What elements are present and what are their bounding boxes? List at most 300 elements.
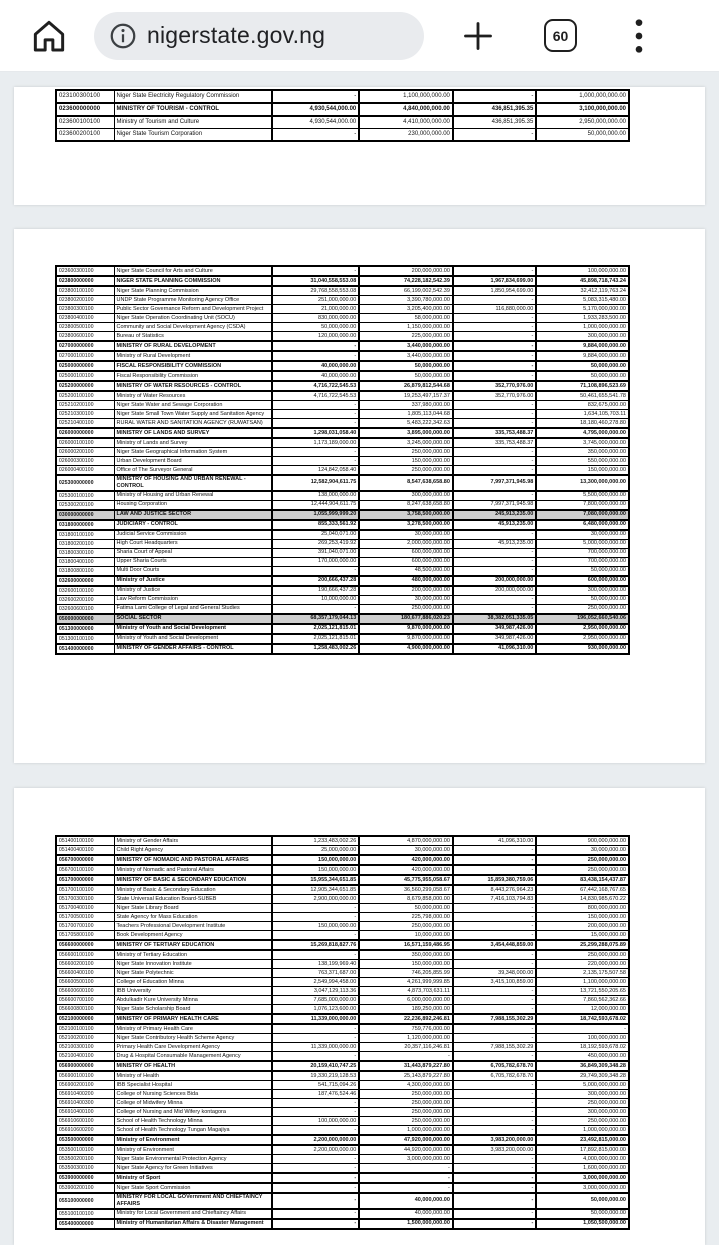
- amount-col-2: 50,000,000.00: [359, 361, 453, 371]
- row-name: Niger State Water and Sewage Corporation: [114, 401, 272, 410]
- amount-col-4: 7,860,562,362.66: [536, 996, 629, 1005]
- amount-col-4: 1,634,105,703.11: [536, 410, 629, 419]
- amount-col-4: 18,192,593,678.02: [536, 1043, 629, 1052]
- amount-col-2: 189,250,000.00: [359, 1005, 453, 1015]
- amount-col-1: 138,199,969.40: [272, 960, 360, 969]
- row-name: SOCIAL SECTOR: [114, 614, 272, 624]
- amount-col-3: -: [453, 566, 536, 576]
- row-name: Primary Health Care Development Agency: [114, 1043, 272, 1052]
- amount-col-2: 3,758,500,000.00: [359, 510, 453, 520]
- row-name: Niger State Contributory Health Scheme Agency: [114, 1034, 272, 1043]
- table-row: [56, 1099, 629, 1108]
- url-text: nigerstate.gov.ng: [147, 22, 326, 48]
- amount-col-3: -: [453, 960, 536, 969]
- amount-col-4: 50,000,000.00: [536, 371, 629, 381]
- amount-col-1: 1,076,123,600.00: [272, 1005, 360, 1015]
- row-code: 051700100100: [56, 885, 114, 895]
- amount-col-2: 250,000,000.00: [359, 1099, 453, 1108]
- amount-col-4: 14,830,985,670.22: [536, 895, 629, 904]
- amount-col-1: -: [272, 1034, 360, 1043]
- amount-col-1: -: [272, 1183, 360, 1193]
- amount-col-1: -: [272, 1099, 360, 1108]
- amount-col-3: -: [453, 1209, 536, 1219]
- table-row: [56, 595, 629, 604]
- amount-col-1: 4,930,544,000.00: [272, 116, 360, 129]
- amount-col-2: 40,000,000.00: [359, 1193, 453, 1209]
- row-code: 053900000000: [56, 1173, 114, 1183]
- amount-col-3: -: [453, 1005, 536, 1015]
- amount-col-4: 220,000,000.00: [536, 960, 629, 969]
- row-name: Ministry of Tourism and Culture: [114, 116, 272, 129]
- amount-col-3: -: [453, 323, 536, 332]
- amount-col-4: 50,000,000.00: [536, 361, 629, 371]
- amount-col-4: 3,000,000,000.00: [536, 1183, 629, 1193]
- amount-col-2: 8,547,638,658.80: [359, 475, 453, 491]
- row-code: 055400000000: [56, 1219, 114, 1229]
- row-name: Niger State Operation Coordinating Unit (SOCU): [114, 314, 272, 323]
- pdf-viewer[interactable]: [0, 72, 719, 1245]
- row-code: 025200100100: [56, 391, 114, 401]
- amount-col-3: -: [453, 1219, 536, 1229]
- table-row: [56, 371, 629, 381]
- row-name: Sharia Court of Appeal: [114, 548, 272, 557]
- amount-col-3: -: [453, 448, 536, 457]
- amount-col-3: -: [453, 1024, 536, 1034]
- row-name: College of Nursing Sciences Bida: [114, 1090, 272, 1099]
- table-row: [56, 922, 629, 931]
- amount-col-4: 1,600,000,000.00: [536, 1164, 629, 1174]
- table-row: [56, 296, 629, 305]
- table-row: [56, 865, 629, 875]
- amount-col-2: 3,205,400,000.00: [359, 305, 453, 314]
- table-row: [56, 1193, 629, 1209]
- amount-col-3: -: [453, 548, 536, 557]
- row-name: School of Health Technology Minna: [114, 1117, 272, 1126]
- amount-col-1: -: [272, 448, 360, 457]
- amount-col-2: -: [359, 1164, 453, 1174]
- amount-col-2: 3,895,000,000.00: [359, 428, 453, 438]
- row-code: 056900100100: [56, 1071, 114, 1081]
- amount-col-1: -: [272, 1193, 360, 1209]
- row-name: Niger State Geographical Information System: [114, 448, 272, 457]
- amount-col-1: -: [272, 1164, 360, 1174]
- amount-col-1: 1,173,189,000.00: [272, 438, 360, 448]
- table-row: [56, 323, 629, 332]
- amount-col-4: 832,675,000.00: [536, 401, 629, 410]
- table-row: [56, 1126, 629, 1136]
- row-name: Judicial Service Commission: [114, 530, 272, 540]
- amount-col-1: 15,955,344,651.85: [272, 875, 360, 885]
- table-row: [56, 286, 629, 296]
- amount-col-4: 350,000,000.00: [536, 448, 629, 457]
- amount-col-3: -: [453, 351, 536, 361]
- amount-col-1: 50,000,000.00: [272, 323, 360, 332]
- table-row: [56, 634, 629, 644]
- home-icon[interactable]: [28, 15, 70, 57]
- row-code: 023600300100: [56, 266, 114, 276]
- row-name: Ministry of Nomadic and Pastoral Affairs: [114, 865, 272, 875]
- amount-col-2: 746,205,855.99: [359, 969, 453, 978]
- amount-col-1: -: [272, 351, 360, 361]
- amount-col-3: -: [453, 1155, 536, 1164]
- table-row: [56, 332, 629, 342]
- budget-table-3: [55, 835, 630, 1230]
- row-code: 026000000000: [56, 428, 114, 438]
- table-row: [56, 351, 629, 361]
- row-name: Abdulkadir Kure University Minna: [114, 996, 272, 1005]
- amount-col-4: 83,438,154,437.87: [536, 875, 629, 885]
- amount-col-2: 1,500,000,000.00: [359, 1219, 453, 1229]
- table-row: [56, 116, 629, 129]
- row-name: Ministry of Gender Affairs: [114, 836, 272, 846]
- kebab-menu-icon[interactable]: [629, 14, 649, 58]
- table-row: [56, 557, 629, 566]
- amount-col-4: 13,721,550,205.65: [536, 987, 629, 996]
- table-row: [56, 419, 629, 429]
- row-name: Law Reform Commission: [114, 595, 272, 604]
- row-code: 056600700100: [56, 996, 114, 1005]
- row-name: Ministry of Health: [114, 1071, 272, 1081]
- table-row: [56, 1209, 629, 1219]
- amount-col-3: -: [453, 996, 536, 1005]
- amount-col-4: 150,000,000.00: [536, 913, 629, 922]
- amount-col-4: 1,000,000,000.00: [536, 90, 629, 103]
- amount-col-1: 830,000,000.00: [272, 314, 360, 323]
- amount-col-3: 7,997,371,945.98: [453, 500, 536, 510]
- table-row: [56, 1014, 629, 1024]
- amount-col-1: 19,330,219,128.53: [272, 1071, 360, 1081]
- amount-col-2: 250,000,000.00: [359, 1090, 453, 1099]
- table-row: [56, 491, 629, 501]
- amount-col-1: -: [272, 1219, 360, 1229]
- amount-col-4: 3,000,000,000.00: [536, 1173, 629, 1183]
- amount-col-1: 40,000,000.00: [272, 361, 360, 371]
- row-code: 031800800100: [56, 566, 114, 576]
- table-row: [56, 1034, 629, 1043]
- row-code: 026000400100: [56, 466, 114, 476]
- amount-col-2: 30,000,000.00: [359, 595, 453, 604]
- amount-col-2: 30,000,000.00: [359, 846, 453, 856]
- row-name: Niger State Library Board: [114, 904, 272, 913]
- amount-col-1: -: [272, 1126, 360, 1136]
- amount-col-2: -: [359, 1052, 453, 1062]
- browser-toolbar: [0, 0, 719, 72]
- amount-col-1: -: [272, 604, 360, 614]
- table-row: [56, 1005, 629, 1015]
- amount-col-1: 12,582,904,611.75: [272, 475, 360, 491]
- table-row: [56, 314, 629, 323]
- amount-col-1: -: [272, 913, 360, 922]
- amount-col-1: -: [272, 1173, 360, 1183]
- row-code: 027000000000: [56, 341, 114, 351]
- amount-col-4: 2,135,175,507.58: [536, 969, 629, 978]
- amount-col-1: 150,000,000.00: [272, 855, 360, 865]
- table-row: [56, 361, 629, 371]
- table-row: [56, 1043, 629, 1052]
- table-row: [56, 940, 629, 950]
- amount-col-1: 187,476,524.46: [272, 1090, 360, 1099]
- amount-col-3: 436,851,395.35: [453, 116, 536, 129]
- table-row: [56, 276, 629, 286]
- amount-col-1: -: [272, 401, 360, 410]
- row-name: MINISTRY OF WATER RESOURCES - CONTROL: [114, 381, 272, 391]
- table-row: [56, 548, 629, 557]
- amount-col-2: 25,143,879,227.80: [359, 1071, 453, 1081]
- amount-col-4: 300,000,000.00: [536, 1090, 629, 1099]
- tab-counter-box[interactable]: [544, 19, 577, 52]
- amount-col-3: 3,983,200,000.00: [453, 1135, 536, 1145]
- amount-col-4: 300,000,000.00: [536, 586, 629, 596]
- amount-col-3: 436,851,395.35: [453, 103, 536, 116]
- table-row: [56, 614, 629, 624]
- amount-col-3: 349,987,426.00: [453, 634, 536, 644]
- amount-col-3: -: [453, 296, 536, 305]
- amount-col-3: 7,997,371,945.98: [453, 475, 536, 491]
- row-name: Ministry of Tertiary Education: [114, 950, 272, 960]
- amount-col-4: 50,461,655,541.78: [536, 391, 629, 401]
- amount-col-2: 230,000,000.00: [359, 129, 453, 142]
- row-code: 025210300100: [56, 410, 114, 419]
- amount-col-1: 1,258,483,002.26: [272, 644, 360, 654]
- table-row: [56, 520, 629, 530]
- row-name: MINISTRY OF PRIMARY HEALTH CARE: [114, 1014, 272, 1024]
- table-row: [56, 1164, 629, 1174]
- amount-col-2: 4,300,000,000.00: [359, 1081, 453, 1090]
- amount-col-4: 300,000,000.00: [536, 1108, 629, 1117]
- table-row: [56, 969, 629, 978]
- amount-col-4: 100,000,000.00: [536, 1034, 629, 1043]
- amount-col-1: -: [272, 1052, 360, 1062]
- table-row: [56, 1061, 629, 1071]
- row-code: 056700000000: [56, 855, 114, 865]
- row-code: 056910600200: [56, 1126, 114, 1136]
- row-name: Ministry of Justice: [114, 586, 272, 596]
- amount-col-2: 10,000,000.00: [359, 931, 453, 941]
- amount-col-4: 45,898,718,743.24: [536, 276, 629, 286]
- amount-col-2: 225,000,000.00: [359, 332, 453, 342]
- row-code: 032600600100: [56, 604, 114, 614]
- amount-col-3: 7,988,155,302.29: [453, 1014, 536, 1024]
- amount-col-4: 18,180,460,278.80: [536, 419, 629, 429]
- row-name: MINISTRY OF HOUSING AND URBAN RENEWAL - CONTROL: [114, 475, 272, 491]
- amount-col-4: 930,000,000.00: [536, 644, 629, 654]
- table-row: [56, 1071, 629, 1081]
- amount-col-4: 5,000,000,000.00: [536, 539, 629, 548]
- row-name: Community and Social Development Agency (CSDA): [114, 323, 272, 332]
- amount-col-4: 5,170,000,000.00: [536, 305, 629, 314]
- row-code: 025200000000: [56, 381, 114, 391]
- amount-col-4: 12,000,000.00: [536, 1005, 629, 1015]
- amount-col-1: 2,549,994,458.00: [272, 978, 360, 987]
- amount-col-1: 269,253,419.92: [272, 539, 360, 548]
- row-code: 053900200100: [56, 1183, 114, 1193]
- table-row: [56, 448, 629, 457]
- amount-col-4: 50,000,000.00: [536, 129, 629, 142]
- amount-col-2: 150,000,000.00: [359, 457, 453, 466]
- row-code: 023600100100: [56, 116, 114, 129]
- amount-col-4: 29,749,309,348.28: [536, 1071, 629, 1081]
- table-row: [56, 428, 629, 438]
- table-row: [56, 466, 629, 476]
- row-code: 052100200100: [56, 1034, 114, 1043]
- amount-col-2: 8,679,858,000.00: [359, 895, 453, 904]
- amount-col-1: -: [272, 1024, 360, 1034]
- amount-col-3: -: [453, 491, 536, 501]
- table-row: [56, 950, 629, 960]
- amount-col-1: 11,339,000,000.00: [272, 1014, 360, 1024]
- amount-col-1: -: [272, 419, 360, 429]
- row-name: Ministry of Humanitarian Affairs & Disaster Management: [114, 1219, 272, 1229]
- amount-col-3: 8,443,276,964.23: [453, 885, 536, 895]
- row-name: College of Nursing and Mid Wifery kontagora: [114, 1108, 272, 1117]
- amount-col-1: 68,357,179,044.13: [272, 614, 360, 624]
- plus-icon[interactable]: [458, 16, 498, 56]
- amount-col-2: 420,000,000.00: [359, 865, 453, 875]
- amount-col-1: -: [272, 341, 360, 351]
- amount-col-1: -: [272, 129, 360, 142]
- row-code: 051700000000: [56, 875, 114, 885]
- amount-col-1: -: [272, 1209, 360, 1219]
- row-name: Niger State Council for Arts and Culture: [114, 266, 272, 276]
- amount-col-4: -: [536, 1024, 629, 1034]
- row-code: 056910400200: [56, 1090, 114, 1099]
- pdf-page-2: [14, 229, 705, 763]
- table-row: [56, 895, 629, 904]
- amount-col-3: 7,416,103,794.83: [453, 895, 536, 904]
- amount-col-2: 1,805,113,044.68: [359, 410, 453, 419]
- table-row: [56, 1183, 629, 1193]
- amount-col-1: 170,000,000.00: [272, 557, 360, 566]
- table-row: [56, 1117, 629, 1126]
- amount-col-2: 48,500,000.00: [359, 566, 453, 576]
- url-bar[interactable]: [94, 12, 424, 60]
- row-name: Office of The Surveyor General: [114, 466, 272, 476]
- amount-col-3: -: [453, 865, 536, 875]
- row-code: 023800100100: [56, 286, 114, 296]
- row-name: High Court Headquarters: [114, 539, 272, 548]
- amount-col-1: -: [272, 904, 360, 913]
- amount-col-2: 200,000,000.00: [359, 266, 453, 276]
- amount-col-3: 1,850,954,699.00: [453, 286, 536, 296]
- amount-col-4: 600,000,000.00: [536, 576, 629, 586]
- amount-col-3: -: [453, 846, 536, 856]
- table-row: [56, 1145, 629, 1155]
- amount-col-1: 763,371,687.00: [272, 969, 360, 978]
- amount-col-1: 10,000,000.00: [272, 595, 360, 604]
- amount-col-1: -: [272, 266, 360, 276]
- amount-col-2: 600,000,000.00: [359, 548, 453, 557]
- amount-col-1: -: [272, 457, 360, 466]
- row-name: IBB University: [114, 987, 272, 996]
- amount-col-2: 3,390,780,000.00: [359, 296, 453, 305]
- row-code: 025300100100: [56, 491, 114, 501]
- amount-col-1: 1,298,031,058.40: [272, 428, 360, 438]
- amount-col-3: 45,913,235.00: [453, 520, 536, 530]
- row-code: 056600400100: [56, 969, 114, 978]
- table-row: [56, 391, 629, 401]
- amount-col-1: -: [272, 931, 360, 941]
- row-name: Fiscal Responsibility Commission: [114, 371, 272, 381]
- amount-col-1: 2,200,000,000.00: [272, 1145, 360, 1155]
- amount-col-3: -: [453, 1173, 536, 1183]
- amount-col-1: -: [272, 410, 360, 419]
- amount-col-3: -: [453, 922, 536, 931]
- row-name: Niger State Electricity Regulatory Commission: [114, 90, 272, 103]
- table-row: [56, 341, 629, 351]
- amount-col-3: -: [453, 1081, 536, 1090]
- amount-col-1: 138,000,000.00: [272, 491, 360, 501]
- budget-table-2: [55, 265, 630, 655]
- amount-col-3: 245,913,235.00: [453, 510, 536, 520]
- table-row: [56, 1155, 629, 1164]
- amount-col-2: 47,920,000,000.00: [359, 1135, 453, 1145]
- amount-col-2: 225,798,000.00: [359, 913, 453, 922]
- amount-col-3: 335,753,488.37: [453, 438, 536, 448]
- amount-col-1: 200,666,437.28: [272, 576, 360, 586]
- table-row: [56, 1219, 629, 1229]
- row-code: 023800000000: [56, 276, 114, 286]
- amount-col-2: 600,000,000.00: [359, 557, 453, 566]
- amount-col-2: 6,000,000,000.00: [359, 996, 453, 1005]
- amount-col-4: 36,849,309,348.28: [536, 1061, 629, 1071]
- amount-col-3: 41,096,310.00: [453, 836, 536, 846]
- row-name: Ministry of Environment: [114, 1145, 272, 1155]
- amount-col-4: 67,442,168,767.65: [536, 885, 629, 895]
- amount-col-4: 2,950,000,000.00: [536, 634, 629, 644]
- row-name: MINISTRY OF TERTIARY EDUCATION: [114, 940, 272, 950]
- amount-col-4: 250,000,000.00: [536, 855, 629, 865]
- row-name: Ministry of Environment: [114, 1135, 272, 1145]
- amount-col-3: -: [453, 1126, 536, 1136]
- amount-col-3: -: [453, 1108, 536, 1117]
- amount-col-2: 19,253,497,157.37: [359, 391, 453, 401]
- row-name: Niger State Tourism Corporation: [114, 129, 272, 142]
- row-code: 031800300100: [56, 548, 114, 557]
- table-row: [56, 1173, 629, 1183]
- table-row: [56, 1090, 629, 1099]
- amount-col-3: -: [453, 457, 536, 466]
- amount-col-2: 250,000,000.00: [359, 1108, 453, 1117]
- row-code: 027000100100: [56, 351, 114, 361]
- amount-col-4: 71,108,896,523.69: [536, 381, 629, 391]
- amount-col-4: 700,000,000.00: [536, 557, 629, 566]
- row-name: MINISTRY OF BASIC & SECONDARY EDUCATION: [114, 875, 272, 885]
- amount-col-2: 250,000,000.00: [359, 448, 453, 457]
- row-code: 051400100100: [56, 836, 114, 846]
- table-row: [56, 129, 629, 142]
- amount-col-3: -: [453, 1034, 536, 1043]
- amount-col-3: -: [453, 904, 536, 913]
- row-name: Niger State Polytechnic: [114, 969, 272, 978]
- amount-col-4: 4,795,000,000.00: [536, 428, 629, 438]
- amount-col-3: 6,705,782,678.70: [453, 1071, 536, 1081]
- amount-col-4: 250,000,000.00: [536, 604, 629, 614]
- amount-col-4: 5,500,000,000.00: [536, 491, 629, 501]
- row-name: MINISTRY OF RURAL DEVELOPMENT: [114, 341, 272, 351]
- amount-col-4: 13,300,000,000.00: [536, 475, 629, 491]
- table-row: [56, 500, 629, 510]
- amount-col-2: 4,873,703,631.11: [359, 987, 453, 996]
- row-code: 056900000000: [56, 1061, 114, 1071]
- amount-col-2: 250,000,000.00: [359, 922, 453, 931]
- amount-col-4: 250,000,000.00: [536, 1099, 629, 1108]
- amount-col-3: -: [453, 595, 536, 604]
- amount-col-4: 25,299,288,075.89: [536, 940, 629, 950]
- amount-col-3: -: [453, 1193, 536, 1209]
- row-name: Book Development Agency: [114, 931, 272, 941]
- info-circle-icon[interactable]: [108, 21, 138, 51]
- row-name: College of Midwifery Minna: [114, 1099, 272, 1108]
